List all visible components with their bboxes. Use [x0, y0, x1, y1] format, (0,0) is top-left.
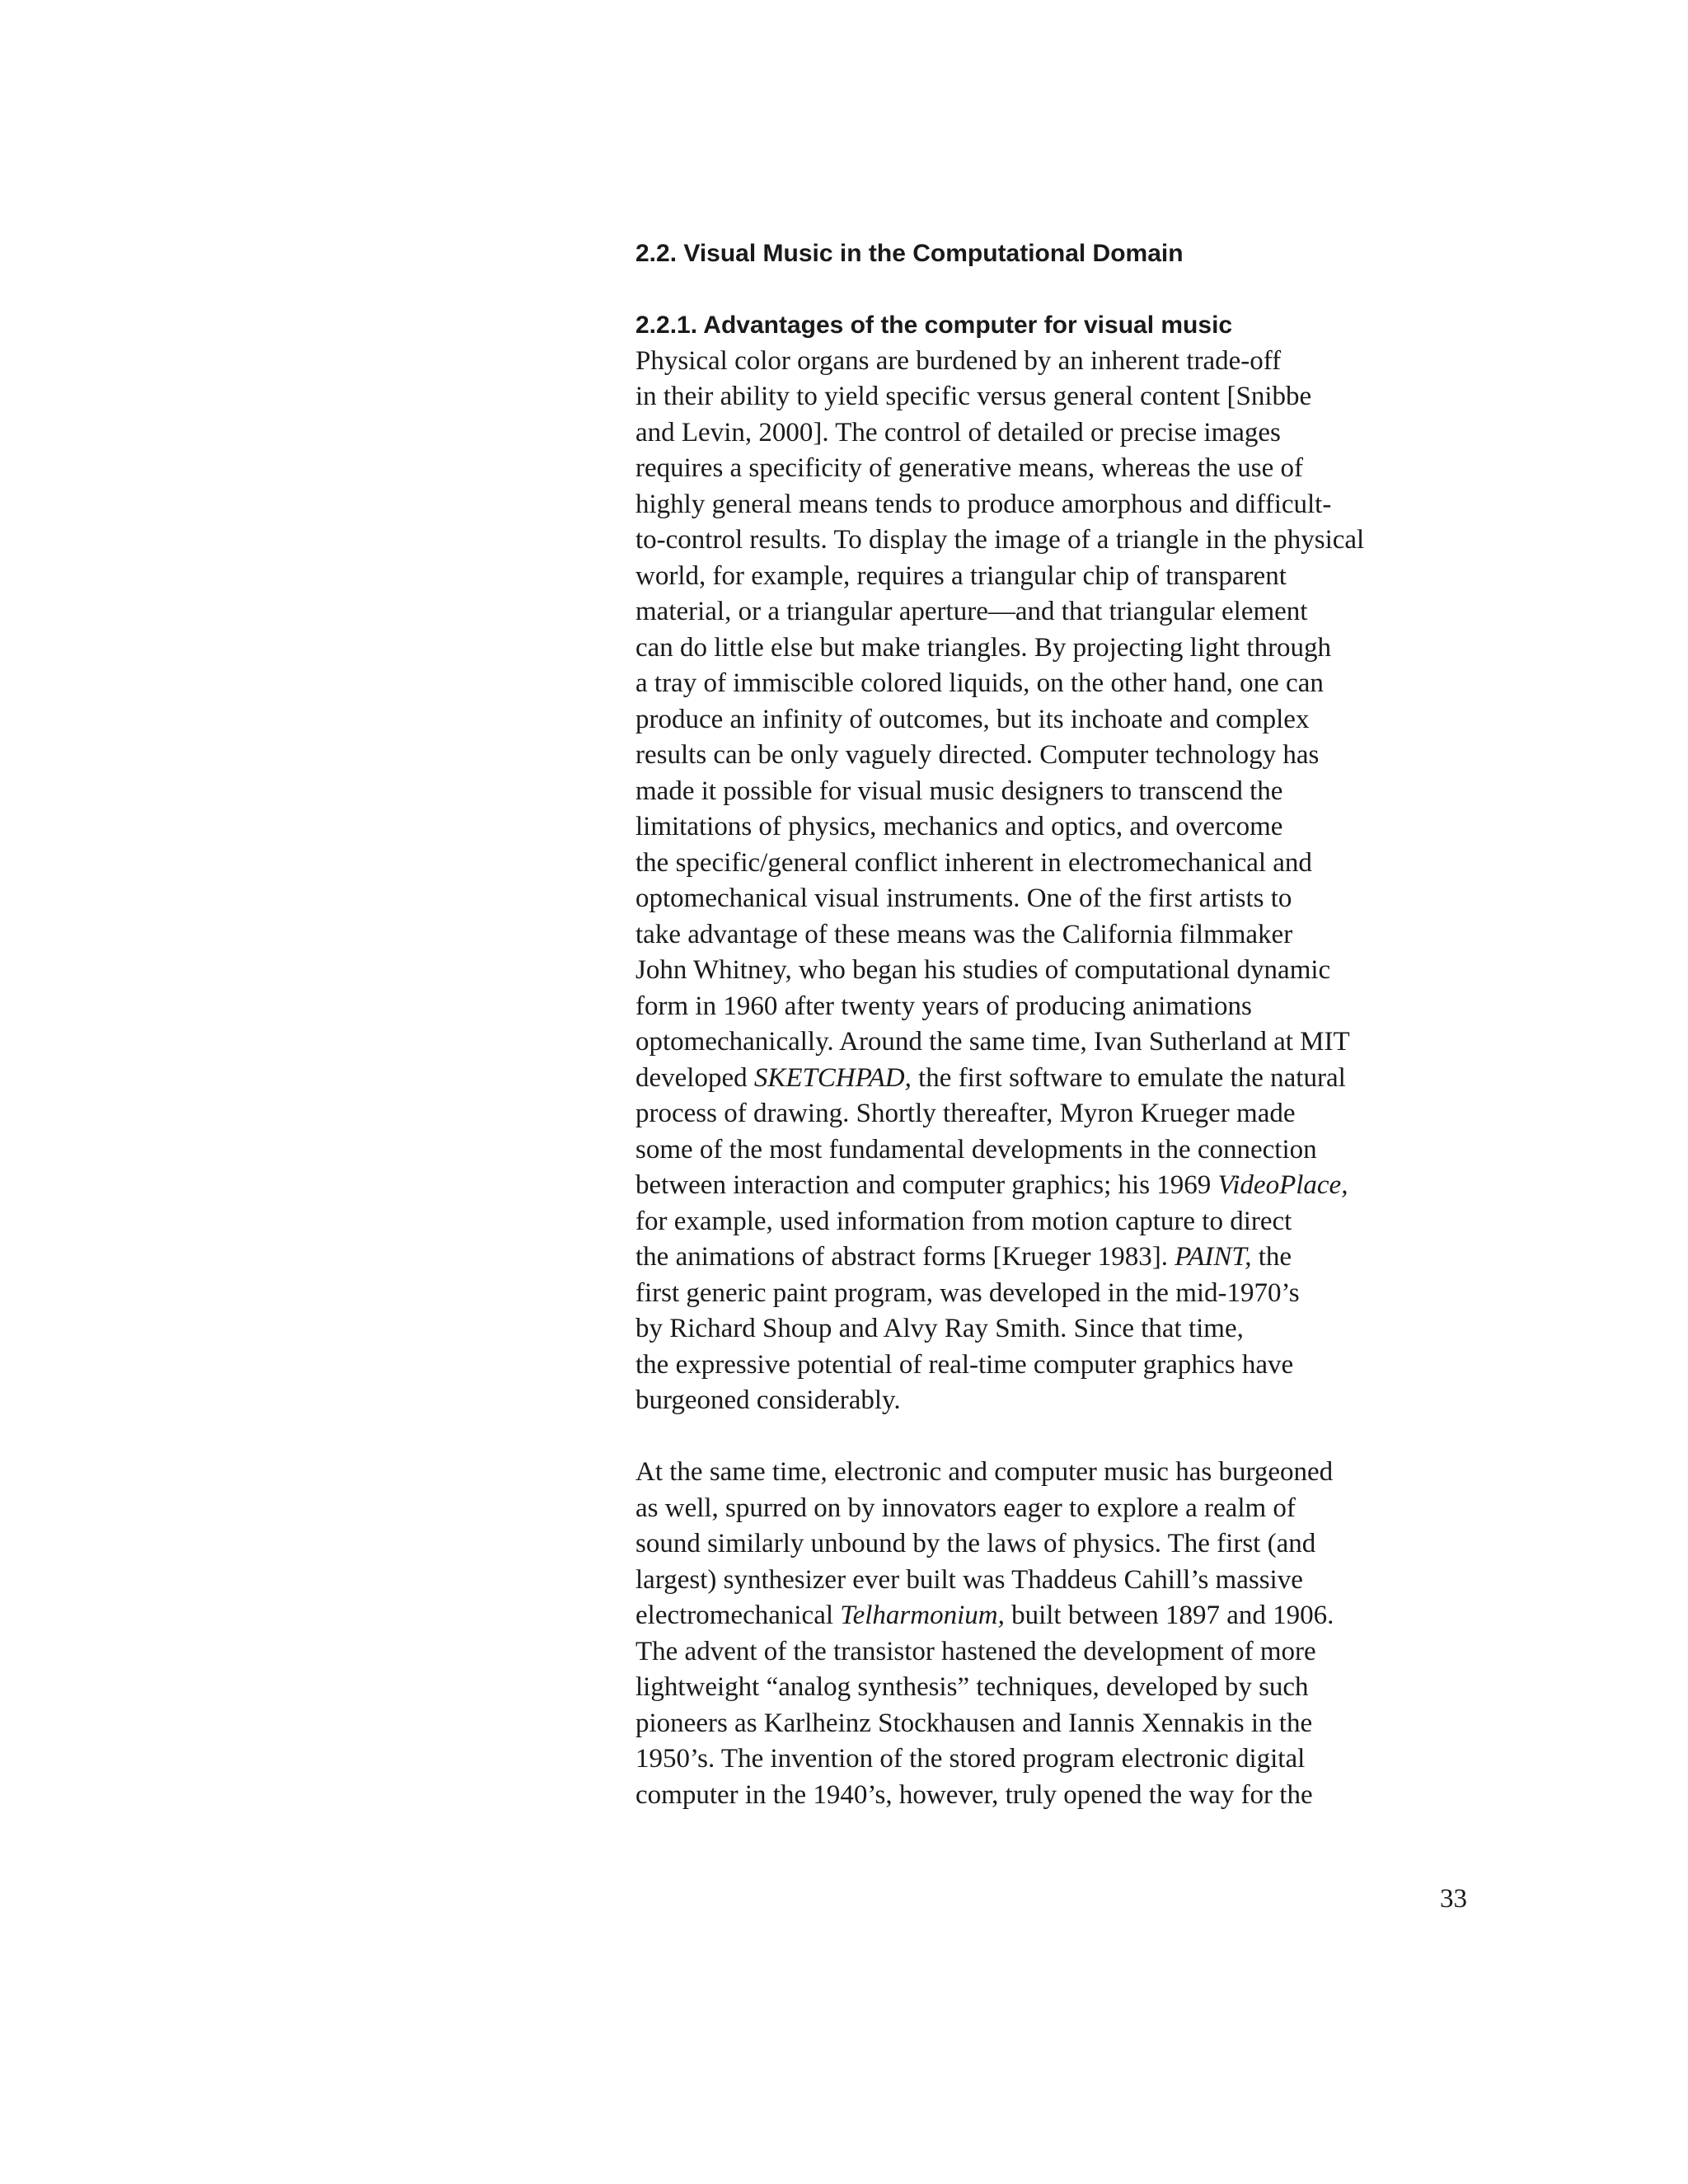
text-line	[635, 523, 1484, 559]
text-line	[635, 1132, 1484, 1169]
text-line	[635, 1455, 1484, 1491]
text-run: between interaction and computer graphics; his 1969	[635, 1170, 1218, 1200]
text-line	[635, 774, 1484, 810]
body-paragraph-1	[635, 344, 1484, 1419]
text-line	[635, 451, 1484, 487]
text-line	[635, 1598, 1484, 1634]
text-run: the first software to emulate the natural	[911, 1062, 1346, 1093]
text-run: the expressive potential of real-time computer graphics have	[635, 1349, 1294, 1380]
text-line	[635, 702, 1484, 738]
text-run: a tray of immiscible colored liquids, on the other hand, one can	[635, 668, 1324, 698]
subsection-heading: 2.2.1. Advantages of the computer for visual music	[635, 312, 1233, 339]
section-heading: 2.2. Visual Music in the Computational Domain	[635, 240, 1184, 267]
text-line	[635, 1061, 1484, 1097]
page-number: 33	[1440, 1884, 1467, 1914]
text-run: world, for example, requires a triangular chip of transparent	[635, 560, 1287, 591]
text-line	[635, 594, 1484, 630]
text-run: take advantage of these means was the California filmmaker	[635, 919, 1293, 949]
text-line	[635, 1670, 1484, 1706]
text-run: electromechanical	[635, 1601, 841, 1630]
text-line	[635, 1383, 1484, 1419]
text-run: The advent of the transistor hastened the development of more	[635, 1636, 1316, 1666]
text-line	[635, 1096, 1484, 1132]
text-run: highly general means tends to produce amorphous and difficult-	[635, 489, 1332, 519]
text-run: and Levin, 2000]. The control of detailed or precise images	[635, 417, 1281, 448]
text-run: optomechanically. Around the same time, Ivan Sutherland at MIT	[635, 1027, 1350, 1057]
text-line	[635, 1491, 1484, 1527]
text-run: the specific/general conflict inherent in electromechanical and	[635, 847, 1312, 878]
text-run: the	[1251, 1242, 1292, 1272]
text-run: results can be only vaguely directed. Computer technology has	[635, 740, 1320, 770]
text-run: Physical color organs are burdened by an inherent trade-off	[635, 345, 1282, 376]
text-line	[635, 1741, 1484, 1778]
text-line	[635, 1240, 1484, 1276]
italic-title: VideoPlace,	[1217, 1170, 1348, 1200]
text-run: in their ability to yield specific versus general content [Snibbe	[635, 382, 1312, 411]
text-line	[635, 630, 1484, 667]
text-line	[635, 738, 1484, 774]
text-run: by Richard Shoup and Alvy Ray Smith. Since that time,	[635, 1314, 1244, 1343]
text-run: 1950’s. The invention of the stored program electronic digital	[635, 1744, 1306, 1774]
text-run: largest) synthesizer ever built was Thaddeus Cahill’s massive	[635, 1564, 1303, 1595]
text-line	[635, 1311, 1484, 1347]
text-run: for example, used information from motion capture to direct	[635, 1206, 1292, 1236]
text-line	[635, 1706, 1484, 1742]
text-run: made it possible for visual music designers to transcend the	[635, 776, 1283, 806]
text-run: material, or a triangular aperture—and that triangular element	[635, 597, 1308, 626]
text-run: developed	[635, 1062, 754, 1093]
text-run: first generic paint program, was developed in the mid-1970’s	[635, 1277, 1300, 1308]
text-run: the animations of abstract forms [Krueger 1983].	[635, 1242, 1175, 1272]
text-run: pioneers as Karlheinz Stockhausen and Iannis Xennakis in the	[635, 1708, 1313, 1738]
text-line	[635, 379, 1484, 415]
text-run: burgeoned considerably.	[635, 1385, 901, 1415]
text-run: produce an infinity of outcomes, but its inchoate and complex	[635, 704, 1310, 734]
text-line	[635, 917, 1484, 954]
text-line	[635, 487, 1484, 523]
text-run: optomechanical visual instruments. One of the first artists to	[635, 883, 1292, 913]
text-run: lightweight “analog synthesis” techniques, developed by such	[635, 1672, 1309, 1702]
text-line	[635, 1168, 1484, 1204]
text-line	[635, 881, 1484, 917]
text-line	[635, 666, 1484, 702]
text-run: John Whitney, who began his studies of computational dynamic	[635, 955, 1331, 985]
text-run: can do little else but make triangles. By projecting light through	[635, 632, 1332, 663]
text-line	[635, 1563, 1484, 1599]
text-line	[635, 344, 1484, 380]
text-run: form in 1960 after twenty years of producing animations	[635, 991, 1252, 1021]
text-run: to-control results. To display the image of a triangle in the physical	[635, 525, 1365, 555]
text-line	[635, 1526, 1484, 1563]
text-line	[635, 953, 1484, 989]
text-line	[635, 846, 1484, 882]
italic-title: Telharmonium,	[840, 1601, 1005, 1630]
text-line	[635, 1024, 1484, 1061]
text-run: computer in the 1940’s, however, truly opened the way for the	[635, 1779, 1313, 1810]
text-line	[635, 415, 1484, 452]
italic-title: PAINT,	[1175, 1242, 1252, 1272]
text-line	[635, 559, 1484, 595]
text-line	[635, 989, 1484, 1025]
body-paragraph-2	[635, 1455, 1484, 1813]
text-line	[635, 1347, 1484, 1384]
text-run: At the same time, electronic and computer music has burgeoned	[635, 1457, 1334, 1487]
text-line	[635, 809, 1484, 846]
text-run: requires a specificity of generative means, whereas the use of	[635, 453, 1303, 483]
text-run: built between 1897 and 1906.	[1004, 1601, 1334, 1630]
text-run: some of the most fundamental developments in the connection	[635, 1134, 1317, 1165]
text-line	[635, 1778, 1484, 1814]
text-line	[635, 1204, 1484, 1240]
text-run: process of drawing. Shortly thereafter, Myron Krueger made	[635, 1099, 1296, 1128]
text-line	[635, 1634, 1484, 1671]
text-run: limitations of physics, mechanics and optics, and overcome	[635, 812, 1283, 841]
text-column	[635, 236, 1484, 1813]
text-run: as well, spurred on by innovators eager to explore a realm of	[635, 1493, 1296, 1523]
italic-title: SKETCHPAD,	[753, 1062, 912, 1093]
text-line	[635, 1276, 1484, 1312]
text-run: sound similarly unbound by the laws of physics. The first (and	[635, 1529, 1316, 1558]
